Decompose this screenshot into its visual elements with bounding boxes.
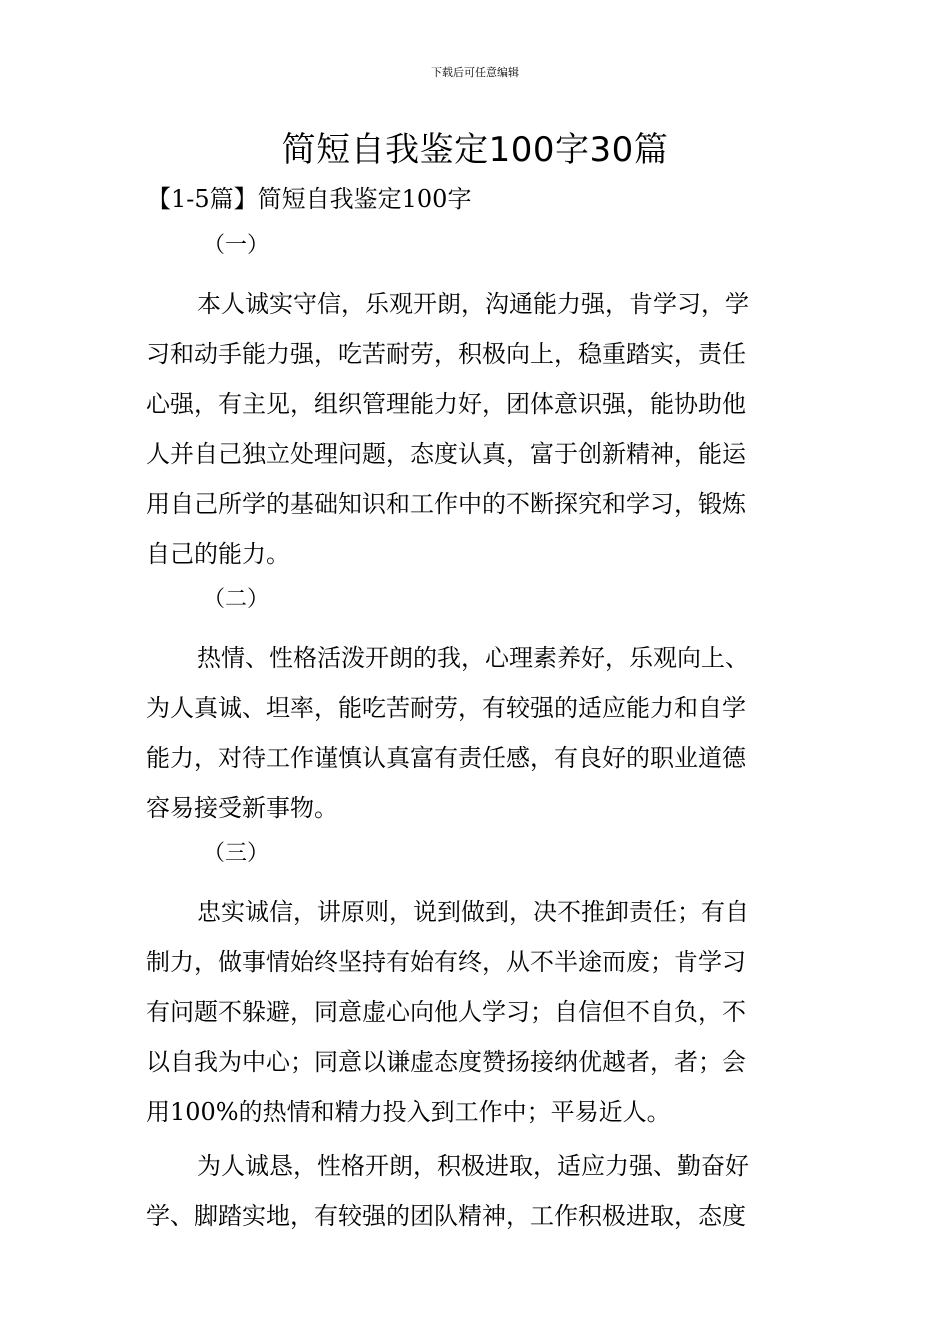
paragraph-line: 学、脚踏实地，有较强的团队精神，工作积极进取，态度 (146, 1202, 746, 1230)
paragraph-line: 用自己所学的基础知识和工作中的不断探究和学习，锻炼 (146, 490, 746, 518)
sub-heading-3: （三） (203, 841, 270, 866)
paragraph-line: 为人真诚、坦率，能吃苦耐劳，有较强的适应能力和自学 (146, 694, 746, 722)
paragraph-line: 能力，对待工作谨慎认真富有责任感，有良好的职业道德 (146, 744, 746, 772)
paragraph-line: 有问题不躲避，同意虚心向他人学习；自信但不自负，不 (146, 998, 746, 1026)
paragraph-line: 忠实诚信，讲原则，说到做到，决不推卸责任；有自 (197, 898, 749, 926)
sub-heading-1: （一） (203, 233, 270, 258)
section-heading: 【1-5篇】简短自我鉴定100字 (147, 185, 472, 213)
paragraph-3 (146, 887, 808, 1137)
header-note: 下载后可任意编辑 (431, 66, 519, 79)
paragraph-line: 心强，有主见，组织管理能力好，团体意识强，能协助他 (146, 390, 746, 418)
paragraph-line: 习和动手能力强，吃苦耐劳，积极向上，稳重踏实，责任 (146, 340, 746, 368)
paragraph-line: 人并自己独立处理问题，态度认真，富于创新精神，能运 (146, 440, 746, 468)
paragraph-line: 本人诚实守信，乐观开朗，沟通能力强，肯学习，学 (197, 290, 749, 318)
document-body (146, 227, 808, 1241)
sub-heading-2: （二） (203, 587, 270, 612)
paragraph-line: 热情、性格活泼开朗的我，心理素养好，乐观向上、 (197, 644, 749, 672)
paragraph-2 (146, 633, 808, 833)
document-title: 简短自我鉴定100字30篇 (281, 130, 669, 170)
paragraph-line: 容易接受新事物。 (146, 794, 338, 822)
paragraph-4 (146, 1141, 808, 1241)
paragraph-line: 自己的能力。 (146, 540, 290, 568)
paragraph-line: 为人诚恳，性格开朗，积极进取，适应力强、勤奋好 (197, 1152, 749, 1180)
paragraph-1 (146, 279, 808, 579)
paragraph-line: 用100%的热情和精力投入到工作中；平易近人。 (146, 1098, 671, 1126)
paragraph-line: 以自我为中心；同意以谦虚态度赞扬接纳优越者，者；会 (146, 1048, 746, 1076)
paragraph-line: 制力，做事情始终坚持有始有终，从不半途而废；肯学习 (146, 948, 746, 976)
